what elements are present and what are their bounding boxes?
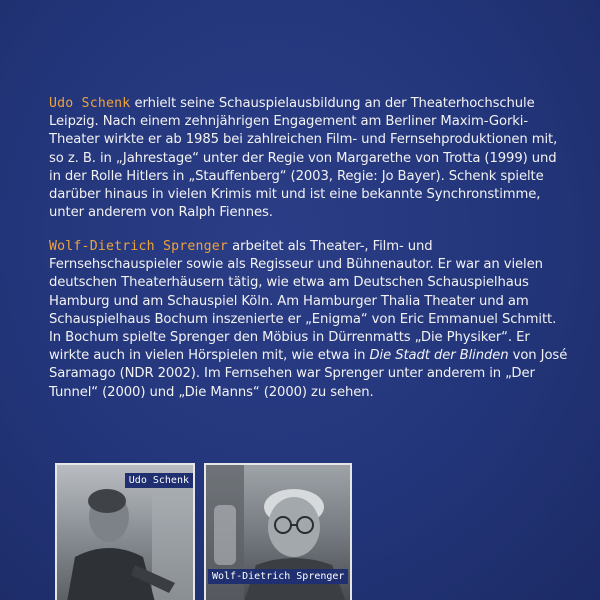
name-wolf-dietrich-sprenger: Wolf-Dietrich Sprenger [49,239,229,254]
caption-wolf-dietrich-sprenger: Wolf-Dietrich Sprenger [208,569,348,584]
name-udo-schenk: Udo Schenk [49,96,131,111]
bio-wolf-dietrich-sprenger [49,238,569,402]
bio-udo-schenk-text: erhielt seine Schauspielausbildung an der Theaterhochschule Leipzig. Nach einem zehnjährigen Engagement am Berliner Maxim-Gorki-Theater wirkte er ab 1985 bei zahlreichen Film- und Fernsehproduktionen mit, so z. B. in „Jahrestage“ unter der Regie von Margarethe von Trotta (1999) und in der Rolle Hitlers in „Stauffenberg“ (2003, Regie: Jo Bayer). Schenk spielte darüber hinaus in vielen Krimis mit und ist eine bekannte Synchronstimme, unter anderem von Ralph Fiennes. [49,96,558,221]
caption-udo-schenk: Udo Schenk [125,473,193,488]
bio-sprenger-title-italic: Die Stadt der Blinden [369,348,509,364]
bio-sprenger-text-1: arbeitet als Theater-, Film- und Fernsehschauspieler sowie als Regisseur und Bühnenautor. Er war an vielen deutschen Theaterhäusern tätig, wie etwa am Deutschen Schauspielhaus Hamburg und am Schauspiel Köln. Am Hamburger Thalia Theater und am Schauspielhaus Bochum inszenierte er „Enigma“ von Eric Emmanuel Schmitt. In Bochum spielte Sprenger den Möbius in Dürrenmatts „Die Physiker“. Er wirkte auch in vielen Hörspielen mit, wie etwa in [49,239,557,364]
bio-sprenger-text-2: von José Saramago (NDR 2002). Im Fernsehen war Sprenger unter anderem in „Der Tunnel“ (2000) und „Die Manns“ (2000) zu sehen. [49,348,568,400]
photo-wolf-dietrich-sprenger [204,463,352,600]
photo-udo-schenk [55,463,195,600]
bio-udo-schenk [49,95,569,222]
